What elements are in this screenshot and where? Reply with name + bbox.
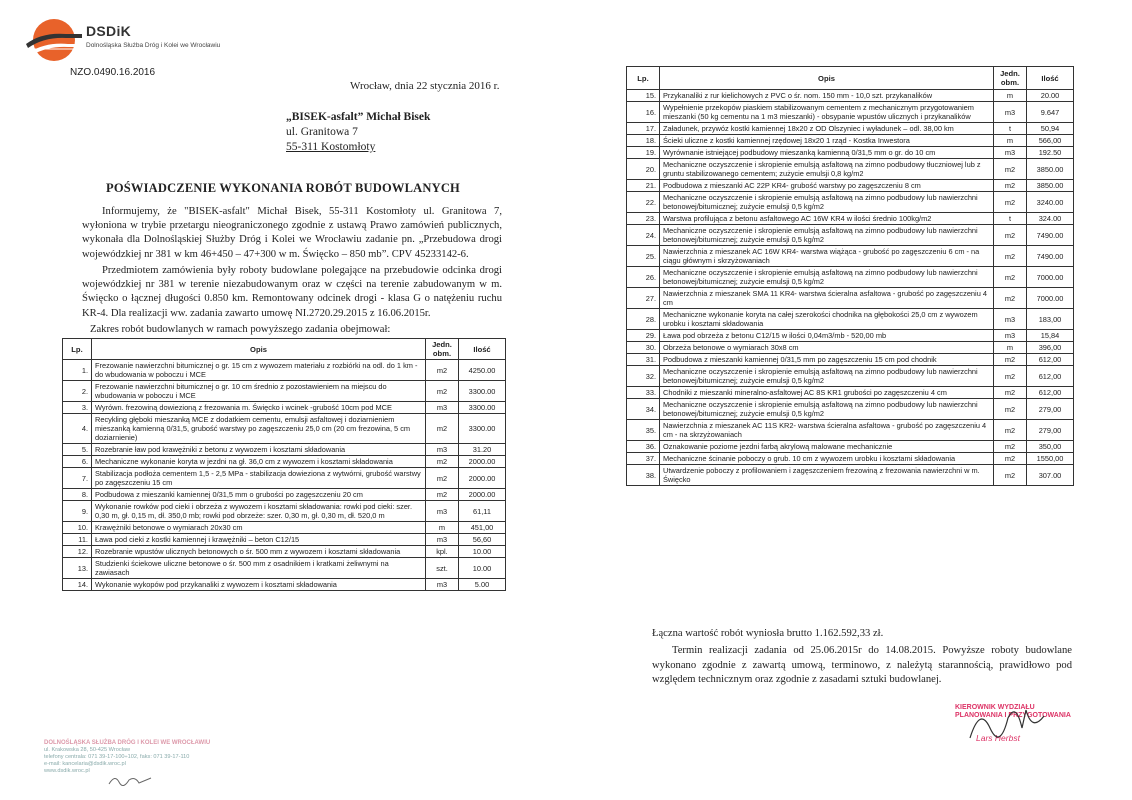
row-description: Ława pod obrzeża z betonu C12/15 w ilości 0,04m3/mb - 520,00 mb (660, 330, 994, 342)
addressee-city: 55-311 Kostomłoty (286, 141, 376, 153)
row-unit: t (994, 123, 1027, 135)
row-quantity: 2000.00 (459, 456, 506, 468)
row-unit: m2 (426, 414, 459, 444)
row-unit: m2 (994, 399, 1027, 420)
row-lp: 38. (627, 465, 660, 486)
addressee (286, 110, 430, 155)
table-row (627, 147, 1074, 159)
table-row (63, 360, 506, 381)
dsdik-logo-icon (22, 18, 86, 62)
row-lp: 35. (627, 420, 660, 441)
row-lp: 6. (63, 456, 92, 468)
row-lp: 7. (63, 468, 92, 489)
stamp-line-1: KIEROWNIK WYDZIAŁU (955, 704, 1035, 711)
row-description: Wyrównanie istniejącej podbudowy mieszanką kamienną 0/31,5 mm o gr. do 10 cm (660, 147, 994, 159)
row-quantity: 20.00 (1027, 90, 1074, 102)
reference-number: NZO.0490.16.2016 (70, 67, 156, 78)
row-unit: m3 (994, 147, 1027, 159)
initials-signature-icon (105, 770, 155, 790)
row-quantity: 350,00 (1027, 441, 1074, 453)
row-description: Ława pod cieki z kostki kamiennej i krawężniki – beton C12/15 (92, 534, 426, 546)
row-lp: 37. (627, 453, 660, 465)
signature-icon (960, 698, 1050, 748)
row-lp: 22. (627, 192, 660, 213)
row-quantity: 3850.00 (1027, 180, 1074, 192)
row-description: Mechaniczne oczyszczenie i skropienie emulsją asfaltową na zimno podbudowy lub nawierzchni betonowej/bitumicznej; zużycie emulsji 0,5 kg/m2 (660, 267, 994, 288)
table-row (627, 192, 1074, 213)
addressee-street: ul. Granitowa 7 (286, 126, 358, 138)
row-description: Oznakowanie poziome jezdni farbą akrylową malowane mechanicznie (660, 441, 994, 453)
row-unit: m2 (426, 456, 459, 468)
row-lp: 11. (63, 534, 92, 546)
row-unit: kpl. (426, 546, 459, 558)
row-unit: m (994, 135, 1027, 147)
table-row (627, 309, 1074, 330)
col-unit: Jedn. obm. (994, 67, 1027, 90)
row-unit: szt. (426, 558, 459, 579)
row-quantity: 1550,00 (1027, 453, 1074, 465)
row-unit: m2 (994, 441, 1027, 453)
row-quantity: 31.20 (459, 444, 506, 456)
logo-full-name: Dolnośląska Służba Dróg i Kolei we Wrocławiu (86, 42, 221, 49)
row-description: Rozebranie wpustów ulicznych betonowych o śr. 500 mm z wywozem i kosztami składowania (92, 546, 426, 558)
table-row (63, 546, 506, 558)
row-quantity: 2000.00 (459, 468, 506, 489)
table-row (63, 558, 506, 579)
row-lp: 26. (627, 267, 660, 288)
table-row (627, 225, 1074, 246)
row-quantity: 183,00 (1027, 309, 1074, 330)
table-row (627, 354, 1074, 366)
row-unit: m2 (994, 354, 1027, 366)
row-quantity: 10.00 (459, 558, 506, 579)
row-description: Mechaniczne oczyszczenie i skropienie emulsją asfaltową na zimno podbudowy tłuczniowej lub z gruntu stabilizowanego cementem; zużycie emulsji 0,8 kg/m2 (660, 159, 994, 180)
row-description: Nawierzchnia z mieszanek AC 11S KR2- warstwa ścieralna asfaltowa - grubość po zagęszczeniu 4 cm - na skrzyżowaniach (660, 420, 994, 441)
row-unit: m3 (426, 534, 459, 546)
row-lp: 32. (627, 366, 660, 387)
table-body-left (63, 360, 506, 591)
total-value: Łączna wartość robót wyniosła brutto 1.162.592,33 zł. (652, 628, 884, 639)
row-quantity: 7000.00 (1027, 288, 1074, 309)
row-description: Mechaniczne oczyszczenie i skropienie emulsją asfaltową na zimno podbudowy lub nawierzchni betonowej/bitumicznej; zużycie emulsji 0,5 kg/m2 (660, 366, 994, 387)
row-quantity: 61,11 (459, 501, 506, 522)
row-quantity: 9.647 (1027, 102, 1074, 123)
table-row (627, 366, 1074, 387)
row-lp: 3. (63, 402, 92, 414)
row-description: Mechaniczne oczyszczenie i skropienie emulsją asfaltową na zimno podbudowy lub nawierzchni betonowej/bitumicznej; zużycie emulsji 0,5 kg/m2 (660, 192, 994, 213)
row-quantity: 279,00 (1027, 420, 1074, 441)
row-lp: 5. (63, 444, 92, 456)
row-description: Stabilizacja podłoża cementem 1,5 - 2,5 MPa - stabilizacja dowieziona z wytwórni, grubość warstwy po zagęszczeniu 15 cm (92, 468, 426, 489)
table-row (627, 288, 1074, 309)
table-row (627, 213, 1074, 225)
row-lp: 9. (63, 501, 92, 522)
row-unit: m2 (994, 180, 1027, 192)
row-unit: m2 (994, 159, 1027, 180)
table-row (627, 90, 1074, 102)
paragraph-intro: Informujemy, że "BISEK-asfalt" Michał Bisek, 55-311 Kostomłoty ul. Granitowa 7, wyłoniona w trybie przetargu nieograniczonego zgodnie z ustawą Prawo zamówień publicznych, wykonała dla Dolnośląskiej Służby Dróg i Kolei we Wrocławiu zadanie pn. „Przebudowa drogi wojewódzkiej nr 381 w km 46+450 – 47+300 w m. Święcko – 850 mb”. CPV 45233142-6. (82, 206, 502, 260)
row-description: Wypełnienie przekopów piaskiem stabilizowanym cementem z mechanicznym przygotowaniem mieszanki (50 kg cementu na 1 m3 mieszanki) - obsypanie wpustów ulicznych i przykanalików (660, 102, 994, 123)
row-lp: 23. (627, 213, 660, 225)
row-unit: m2 (426, 468, 459, 489)
row-description: Ścieki uliczne z kostki kamiennej rzędowej 18x20 1 rząd - Kostka Inwestora (660, 135, 994, 147)
row-quantity: 307.00 (1027, 465, 1074, 486)
row-description: Wykonanie rowków pod cieki i obrzeża z wywozem i kosztami składowania: rowki pod cieki: szer. 0,30 m, gł. 0,15 m, dł. 350,0 mb; rowki pod obrzeże: szer. 0,30 m, gł. 0,30 m, dł. 520,0 m (92, 501, 426, 522)
row-unit: m (994, 342, 1027, 354)
works-table-left (62, 338, 506, 591)
row-description: Mechaniczne oczyszczenie i skropienie emulsją asfaltową na zimno podbudowy lub nawierzchni betonowej/bitumicznej; zużycie emulsji 0,5 kg/m2 (660, 225, 994, 246)
row-description: Mechaniczne ścinanie poboczy o grub. 10 cm z wywozem urobku i kosztami składowania (660, 453, 994, 465)
row-quantity: 612,00 (1027, 354, 1074, 366)
table-row (63, 534, 506, 546)
row-quantity: 324.00 (1027, 213, 1074, 225)
row-lp: 34. (627, 399, 660, 420)
col-unit: Jedn. obm. (426, 339, 459, 360)
row-lp: 29. (627, 330, 660, 342)
row-quantity: 192.50 (1027, 147, 1074, 159)
row-quantity: 566,00 (1027, 135, 1074, 147)
table-row (63, 381, 506, 402)
table-row (63, 456, 506, 468)
stamp-name: Lars Herbst (976, 733, 1020, 743)
row-lp: 24. (627, 225, 660, 246)
row-unit: m3 (994, 309, 1027, 330)
row-quantity: 7490.00 (1027, 225, 1074, 246)
row-quantity: 279,00 (1027, 399, 1074, 420)
table-row (627, 387, 1074, 399)
table-row (627, 330, 1074, 342)
row-lp: 25. (627, 246, 660, 267)
row-lp: 36. (627, 441, 660, 453)
row-quantity: 612,00 (1027, 387, 1074, 399)
row-quantity: 4250.00 (459, 360, 506, 381)
row-unit: t (994, 213, 1027, 225)
table-row (627, 180, 1074, 192)
row-unit: m (426, 522, 459, 534)
row-description: Podbudowa z mieszanki AC 22P KR4- grubość warstwy po zagęszczeniu 8 cm (660, 180, 994, 192)
row-description: Nawierzchnia z mieszanek SMA 11 KR4- warstwa ścieralna asfaltowa - grubość po zagęszczeniu 4 cm (660, 288, 994, 309)
row-quantity: 3240.00 (1027, 192, 1074, 213)
row-quantity: 3300.00 (459, 402, 506, 414)
row-quantity: 7490.00 (1027, 246, 1074, 267)
table-row (627, 441, 1074, 453)
col-opis: Opis (660, 67, 994, 90)
row-description: Podbudowa z mieszanki kamiennej 0/31,5 mm po zagęszczeniu 15 cm pod chodnik (660, 354, 994, 366)
row-unit: m2 (426, 489, 459, 501)
row-description: Mechaniczne wykonanie koryta na całej szerokości chodnika na głębokości 25,0 cm z wywozem urobku i kosztami składowania (660, 309, 994, 330)
row-lp: 28. (627, 309, 660, 330)
logo-name: DSDiK (86, 23, 132, 39)
table-row (63, 501, 506, 522)
col-qty: Ilość (1027, 67, 1074, 90)
row-description: Nawierzchnia z mieszanek AC 16W KR4- warstwa wiążąca - grubość po zagęszczeniu 6 cm - na ciągu głównym i skrzyżowaniach (660, 246, 994, 267)
row-unit: m2 (994, 225, 1027, 246)
row-description: Wykonanie wykopów pod przykanaliki z wywozem i kosztami składowania (92, 579, 426, 591)
document-title: POŚWIADCZENIE WYKONANIA ROBÓT BUDOWLANYCH (106, 181, 460, 195)
table-row (63, 414, 506, 444)
table-row (63, 444, 506, 456)
col-opis: Opis (92, 339, 426, 360)
row-unit: m2 (426, 360, 459, 381)
row-unit: m3 (426, 501, 459, 522)
stamp-line-2: PLANOWANIA I PRZYGOTOWANIA (955, 712, 1071, 719)
table-row (63, 579, 506, 591)
row-quantity: 2000.00 (459, 489, 506, 501)
addressee-name: „BISEK-asfalt” Michał Bisek (286, 111, 431, 123)
footer-web: www.dsdik.wroc.pl (44, 768, 90, 774)
row-unit: m3 (994, 102, 1027, 123)
row-quantity: 451,00 (459, 522, 506, 534)
row-lp: 2. (63, 381, 92, 402)
row-quantity: 3300.00 (459, 381, 506, 402)
row-lp: 13. (63, 558, 92, 579)
row-quantity: 10.00 (459, 546, 506, 558)
row-lp: 8. (63, 489, 92, 501)
table-row (63, 522, 506, 534)
table-row (627, 420, 1074, 441)
table-row (63, 468, 506, 489)
row-description: Rozebranie ław pod krawężniki z betonu z wywozem i kosztami składowania (92, 444, 426, 456)
table-row (627, 159, 1074, 180)
row-lp: 10. (63, 522, 92, 534)
place-date: Wrocław, dnia 22 stycznia 2016 r. (350, 80, 500, 92)
row-quantity: 3300.00 (459, 414, 506, 444)
row-description: Mechaniczne wykonanie koryta w jezdni na gł. 36,0 cm z wywozem i kosztami składowania (92, 456, 426, 468)
table-row (627, 399, 1074, 420)
col-lp: Lp. (627, 67, 660, 90)
table-row (63, 489, 506, 501)
footer-address: ul. Krakowska 28, 50-425 Wrocław (44, 747, 131, 753)
footer-org: DOLNOŚLĄSKA SŁUŻBA DRÓG I KOLEI WE WROCŁAWIU (44, 740, 211, 746)
row-unit: m2 (994, 453, 1027, 465)
row-description: Warstwa profilująca z betonu asfaltowego AC 16W KR4 w ilości średnio 100kg/m2 (660, 213, 994, 225)
row-unit: m3 (994, 330, 1027, 342)
row-unit: m2 (994, 192, 1027, 213)
table-row (627, 267, 1074, 288)
row-unit: m3 (426, 579, 459, 591)
row-unit: m2 (994, 366, 1027, 387)
row-quantity: 56,60 (459, 534, 506, 546)
row-description: Mechaniczne oczyszczenie i skropienie emulsją asfaltową na zimno podbudowy lub nawierzchni betonowej/bitumicznej; zużycie emulsji 0,5 kg/m2 (660, 399, 994, 420)
table-row (627, 465, 1074, 486)
closing-paragraph: Termin realizacji zadania od 25.06.2015r do 14.08.2015. Powyższe roboty budowlane wykonano zgodnie z zawartą umową, terminowo, z należytą starannością, prawidłowo pod względem technicznym oraz zgodnie z zasadami sztuki budowlanej. (652, 645, 1072, 685)
row-quantity: 7000.00 (1027, 267, 1074, 288)
row-lp: 31. (627, 354, 660, 366)
row-quantity: 5.00 (459, 579, 506, 591)
row-unit: m2 (994, 420, 1027, 441)
table-row (627, 246, 1074, 267)
row-description: Wyrówn. frezowiną dowiezioną z frezowania m. Święcko i wcinek -grubość 10cm pod MCE (92, 402, 426, 414)
row-unit: m2 (994, 387, 1027, 399)
table-body-right (627, 90, 1074, 486)
row-lp: 1. (63, 360, 92, 381)
row-lp: 30. (627, 342, 660, 354)
row-description: Frezowanie nawierzchni bitumicznej o gr. 15 cm z wywozem materiału z rozbiórki na odl. do 1 km - do wbudowania w poboczu i MCE (92, 360, 426, 381)
col-lp: Lp. (63, 339, 92, 360)
row-lp: 20. (627, 159, 660, 180)
row-description: Załadunek, przywóz kostki kamiennej 18x20 z OD Olszyniec i wyładunek – odl. 38,00 km (660, 123, 994, 135)
row-description: Utwardzenie poboczy z profilowaniem i zagęszczeniem frezowiną z frezowania nawierzchni w m. Święcko (660, 465, 994, 486)
table-row (63, 402, 506, 414)
row-description: Studzienki ściekowe uliczne betonowe o śr. 500 mm z osadnikiem i kratkami żeliwnymi na zawiasach (92, 558, 426, 579)
row-description: Recykling głęboki mieszanką MCE z dodatkiem cementu, emulsji asfaltowej i doziarnieniem mieszanką kamienną 0/31,5, grubość warstwy po zagęszczeniu 25,0 cm (20 cm frezowina, 5 cm doziarnienie) (92, 414, 426, 444)
row-unit: m (994, 90, 1027, 102)
row-unit: m2 (994, 267, 1027, 288)
row-quantity: 50,94 (1027, 123, 1074, 135)
row-lp: 27. (627, 288, 660, 309)
table-row (627, 342, 1074, 354)
paragraph-list-intro: Zakres robót budowlanych w ramach powyższego zadania obejmował: (90, 324, 391, 335)
row-unit: m2 (994, 288, 1027, 309)
row-lp: 17. (627, 123, 660, 135)
table-row (627, 123, 1074, 135)
row-quantity: 612,00 (1027, 366, 1074, 387)
table-row (627, 102, 1074, 123)
row-quantity: 3850.00 (1027, 159, 1074, 180)
row-unit: m2 (426, 381, 459, 402)
row-lp: 21. (627, 180, 660, 192)
row-unit: m3 (426, 444, 459, 456)
works-table-right (626, 66, 1074, 486)
row-unit: m2 (994, 465, 1027, 486)
row-lp: 4. (63, 414, 92, 444)
row-description: Chodniki z mieszanki mineralno-asfaltowej AC 8S KR1 grubości po zagęszczeniu 4 cm (660, 387, 994, 399)
row-lp: 16. (627, 102, 660, 123)
row-unit: m2 (994, 246, 1027, 267)
table-header-row (627, 67, 1074, 90)
row-description: Przykanaliki z rur kielichowych z PVC o śr. nom. 150 mm - 10,0 szt. przykanalików (660, 90, 994, 102)
row-lp: 15. (627, 90, 660, 102)
row-quantity: 15,84 (1027, 330, 1074, 342)
footer-email: e-mail: kancelaria@dsdik.wroc.pl (44, 761, 126, 767)
table-row (627, 453, 1074, 465)
row-quantity: 396,00 (1027, 342, 1074, 354)
table-row (627, 135, 1074, 147)
row-description: Podbudowa z mieszanki kamiennej 0/31,5 mm o grubości po zagęszczeniu 20 cm (92, 489, 426, 501)
row-lp: 18. (627, 135, 660, 147)
col-qty: Ilość (459, 339, 506, 360)
paragraph-scope: Przedmiotem zamówienia były roboty budowlane polegające na przebudowie odcinka drogi wojewódzkiej nr 381 w terenie niezabudowanym oraz w części na terenie zabudowanym w m. Święcko o łącznej długości 0.850 km. Remontowany odcinek drogi - klasa G o natężeniu ruchu KR-4. Dla realizacji ww. zadania zawarto umowę NI.2720.29.2015 z 16.06.2015r. (82, 265, 502, 319)
footer-phone: telefony centrala: 071 39-17-100÷102, faks: 071 39-17-110 (44, 754, 190, 760)
row-unit: m3 (426, 402, 459, 414)
row-description: Frezowanie nawierzchni bitumicznej o gr. 10 cm średnio z pozostawieniem na miejscu do wbudowania w poboczu i MCE (92, 381, 426, 402)
row-description: Krawężniki betonowe o wymiarach 20x30 cm (92, 522, 426, 534)
row-lp: 33. (627, 387, 660, 399)
row-lp: 14. (63, 579, 92, 591)
row-lp: 12. (63, 546, 92, 558)
table-header-row (63, 339, 506, 360)
row-description: Obrzeża betonowe o wymiarach 30x8 cm (660, 342, 994, 354)
row-lp: 19. (627, 147, 660, 159)
